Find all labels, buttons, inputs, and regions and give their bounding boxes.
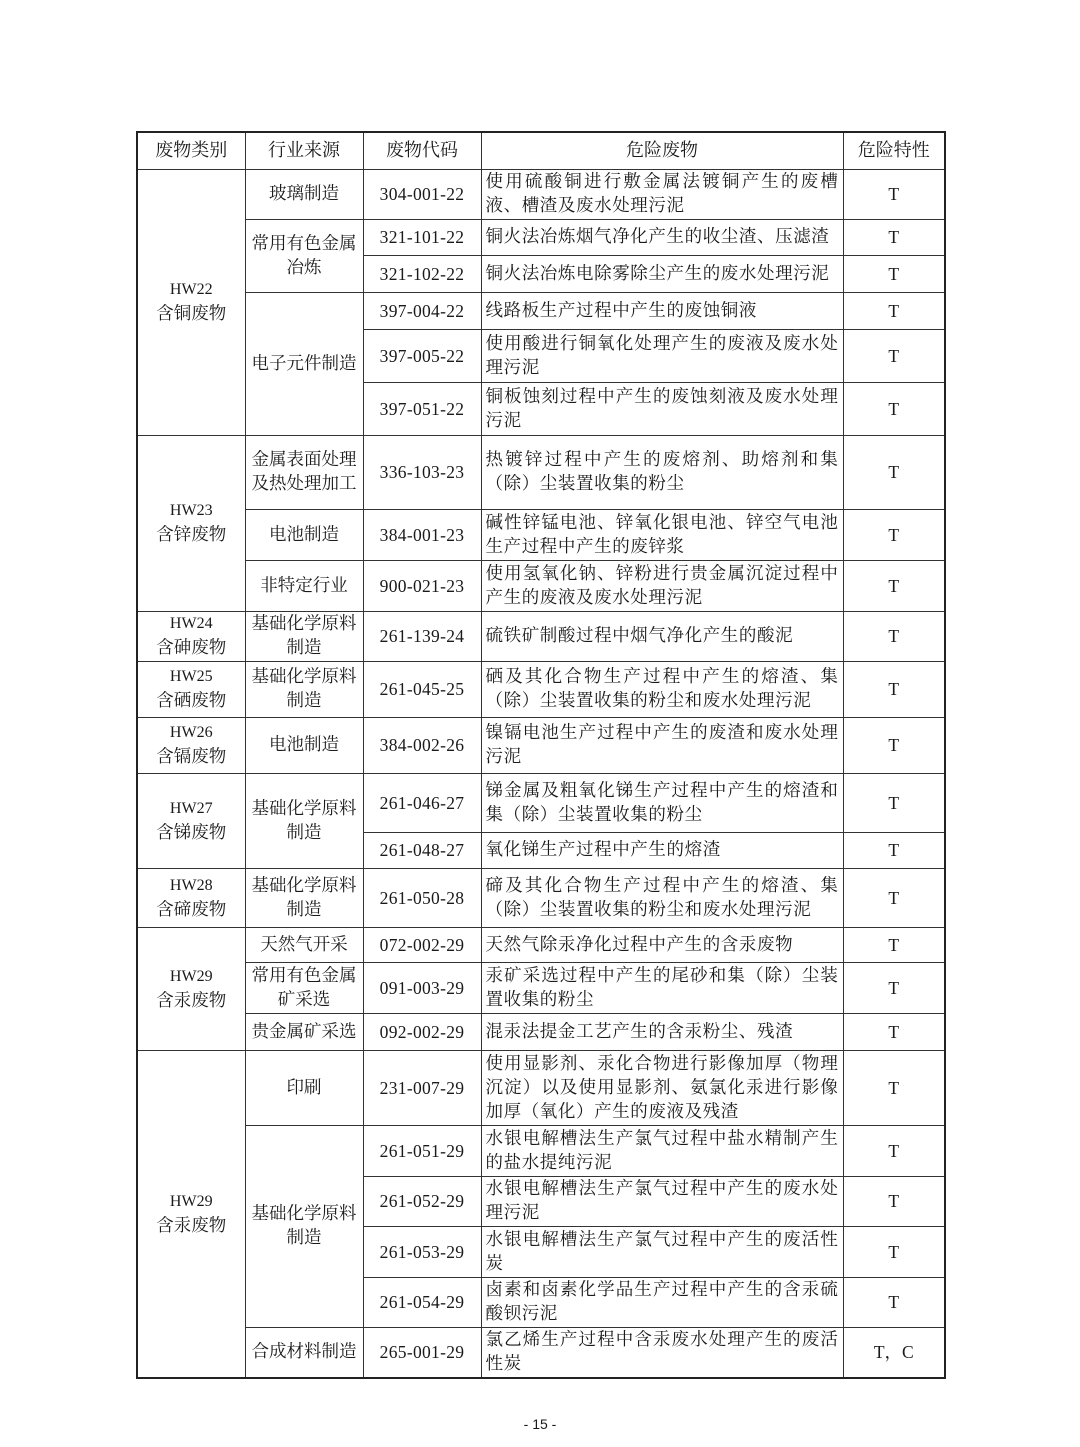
industry-source-cell: 常用有色金属矿采选 (245, 962, 363, 1013)
waste-description-cell: 汞矿采选过程中产生的尾砂和集（除）尘装置收集的粉尘 (481, 962, 843, 1013)
hazard-property-cell: T (843, 382, 945, 435)
header-industry-source: 行业来源 (245, 132, 363, 169)
industry-source-cell: 电池制造 (245, 717, 363, 773)
hazard-property-cell: T (843, 1226, 945, 1277)
category-code: HW23 (169, 502, 213, 519)
category-name: 含镉废物 (156, 747, 227, 767)
hazard-property-cell: T (843, 868, 945, 927)
table-row (137, 1050, 945, 1125)
waste-code-cell: 261-048-27 (363, 832, 481, 868)
waste-category-cell (137, 435, 245, 611)
waste-description-cell: 使用硫酸铜进行敷金属法镀铜产生的废槽液、槽渣及废水处理污泥 (481, 169, 843, 219)
waste-description-cell: 碲及其化合物生产过程中产生的熔渣、集（除）尘装置收集的粉尘和废水处理污泥 (481, 868, 843, 927)
waste-description-cell: 碱性锌锰电池、锌氧化银电池、锌空气电池生产过程中产生的废锌浆 (481, 509, 843, 560)
category-code: HW26 (169, 724, 213, 741)
category-code: HW29 (169, 967, 213, 985)
waste-category-cell (137, 717, 245, 773)
industry-source-cell: 常用有色金属冶炼 (245, 219, 363, 292)
waste-description-cell: 氯乙烯生产过程中含汞废水处理产生的废活性炭 (481, 1327, 843, 1378)
header-waste-code: 废物代码 (363, 132, 481, 169)
hazard-property-cell: T (843, 773, 945, 832)
hazard-property-cell: T (843, 832, 945, 868)
waste-description-cell: 水银电解槽法生产氯气过程中盐水精制产生的盐水提纯污泥 (481, 1125, 843, 1176)
category-code: HW25 (169, 668, 213, 685)
waste-code-cell: 092-002-29 (363, 1013, 481, 1050)
category-code: HW27 (169, 799, 213, 817)
waste-description-cell: 硒及其化合物生产过程中产生的熔渣、集（除）尘装置收集的粉尘和废水处理污泥 (481, 661, 843, 717)
hazard-property-cell: T (843, 219, 945, 255)
hazard-property-cell: T (843, 661, 945, 717)
waste-code-cell: 261-053-29 (363, 1226, 481, 1277)
waste-description-cell: 铜火法冶炼烟气净化产生的收尘渣、压滤渣 (481, 219, 843, 255)
waste-description-cell: 使用显影剂、汞化合物进行影像加厚（物理沉淀）以及使用显影剂、氨氯化汞进行影像加厚（氧化）产生的废液及残渣 (481, 1050, 843, 1125)
table-row (137, 1013, 945, 1050)
waste-description-cell: 锑金属及粗氧化锑生产过程中产生的熔渣和集（除）尘装置收集的粉尘 (481, 773, 843, 832)
industry-source-cell: 基础化学原料制造 (245, 1125, 363, 1327)
hazard-property-cell: T (843, 255, 945, 292)
waste-category-cell (137, 927, 245, 1050)
waste-code-cell: 397-051-22 (363, 382, 481, 435)
table-row (137, 717, 945, 773)
hazard-property-cell: T (843, 1277, 945, 1327)
waste-code-cell: 384-002-26 (363, 717, 481, 773)
header-waste-category: 废物类别 (137, 132, 245, 169)
waste-description-cell: 水银电解槽法生产氯气过程中产生的废水处理污泥 (481, 1176, 843, 1226)
waste-code-cell: 261-051-29 (363, 1125, 481, 1176)
waste-code-cell: 261-052-29 (363, 1176, 481, 1226)
waste-code-cell: 261-050-28 (363, 868, 481, 927)
waste-category-cell (137, 661, 245, 717)
category-code: HW29 (169, 1192, 213, 1210)
category-name: 含铜废物 (156, 304, 227, 324)
waste-description-cell: 使用酸进行铜氧化处理产生的废液及废水处理污泥 (481, 329, 843, 382)
waste-code-cell: 261-054-29 (363, 1277, 481, 1327)
industry-source-cell: 玻璃制造 (245, 169, 363, 219)
industry-source-cell: 电子元件制造 (245, 292, 363, 435)
waste-category-cell (137, 169, 245, 435)
waste-category-cell (137, 773, 245, 868)
industry-source-cell: 金属表面处理及热处理加工 (245, 435, 363, 509)
waste-code-cell: 321-101-22 (363, 219, 481, 255)
table-row (137, 1125, 945, 1176)
hazard-property-cell: T，C (843, 1327, 945, 1378)
waste-code-cell: 900-021-23 (363, 560, 481, 611)
category-name: 含硒废物 (156, 691, 227, 711)
industry-source-cell: 天然气开采 (245, 927, 363, 962)
table-row (137, 560, 945, 611)
waste-description-cell: 卤素和卤素化学品生产过程中产生的含汞硫酸钡污泥 (481, 1277, 843, 1327)
table-row (137, 169, 945, 219)
waste-code-cell: 336-103-23 (363, 435, 481, 509)
waste-description-cell: 硫铁矿制酸过程中烟气净化产生的酸泥 (481, 611, 843, 661)
waste-code-cell: 397-005-22 (363, 329, 481, 382)
waste-description-cell: 氧化锑生产过程中产生的熔渣 (481, 832, 843, 868)
waste-description-cell: 使用氢氧化钠、锌粉进行贵金属沉淀过程中产生的废液及废水处理污泥 (481, 560, 843, 611)
table-row (137, 1327, 945, 1378)
table-row (137, 292, 945, 329)
waste-category-cell (137, 868, 245, 927)
waste-description-cell: 混汞法提金工艺产生的含汞粉尘、残渣 (481, 1013, 843, 1050)
hazard-property-cell: T (843, 329, 945, 382)
waste-description-cell: 水银电解槽法生产氯气过程中产生的废活性炭 (481, 1226, 843, 1277)
waste-code-cell: 265-001-29 (363, 1327, 481, 1378)
hazard-property-cell: T (843, 509, 945, 560)
waste-code-cell: 321-102-22 (363, 255, 481, 292)
industry-source-cell: 贵金属矿采选 (245, 1013, 363, 1050)
waste-category-cell (137, 611, 245, 661)
waste-description-cell: 铜火法冶炼电除雾除尘产生的废水处理污泥 (481, 255, 843, 292)
hazard-property-cell: T (843, 1050, 945, 1125)
hazard-property-cell: T (843, 1125, 945, 1176)
table-row (137, 509, 945, 560)
waste-code-cell: 091-003-29 (363, 962, 481, 1013)
hazard-property-cell: T (843, 435, 945, 509)
industry-source-cell: 基础化学原料制造 (245, 611, 363, 661)
waste-description-cell: 线路板生产过程中产生的废蚀铜液 (481, 292, 843, 329)
category-code: HW24 (169, 615, 213, 632)
hazard-property-cell: T (843, 717, 945, 773)
industry-source-cell: 基础化学原料制造 (245, 661, 363, 717)
table-row (137, 219, 945, 255)
hazardous-waste-table (136, 131, 946, 1379)
table-row (137, 773, 945, 832)
table-row (137, 435, 945, 509)
waste-description-cell: 天然气除汞净化过程中产生的含汞废物 (481, 927, 843, 962)
waste-code-cell: 261-045-25 (363, 661, 481, 717)
table-row (137, 927, 945, 962)
waste-code-cell: 384-001-23 (363, 509, 481, 560)
waste-code-cell: 072-002-29 (363, 927, 481, 962)
category-code: HW22 (169, 281, 213, 298)
waste-description-cell: 热镀锌过程中产生的废熔剂、助熔剂和集（除）尘装置收集的粉尘 (481, 435, 843, 509)
waste-code-cell: 261-139-24 (363, 611, 481, 661)
table-row (137, 962, 945, 1013)
table-row (137, 868, 945, 927)
category-name: 含汞废物 (156, 990, 227, 1011)
industry-source-cell: 基础化学原料制造 (245, 868, 363, 927)
industry-source-cell: 印刷 (245, 1050, 363, 1125)
waste-code-cell: 231-007-29 (363, 1050, 481, 1125)
table-row (137, 661, 945, 717)
waste-description-cell: 铜板蚀刻过程中产生的废蚀刻液及废水处理污泥 (481, 382, 843, 435)
category-name: 含汞废物 (156, 1215, 227, 1236)
table-row (137, 611, 945, 661)
industry-source-cell: 非特定行业 (245, 560, 363, 611)
industry-source-cell: 基础化学原料制造 (245, 773, 363, 868)
hazard-property-cell: T (843, 611, 945, 661)
hazard-property-cell: T (843, 292, 945, 329)
waste-description-cell: 镍镉电池生产过程中产生的废渣和废水处理污泥 (481, 717, 843, 773)
header-hazardous-waste: 危险废物 (481, 132, 843, 169)
page-number: - 15 - (523, 1416, 557, 1432)
header-hazard-property: 危险特性 (843, 132, 945, 169)
hazard-property-cell: T (843, 962, 945, 1013)
industry-source-cell: 电池制造 (245, 509, 363, 560)
hazard-property-cell: T (843, 1013, 945, 1050)
hazard-property-cell: T (843, 1176, 945, 1226)
waste-category-cell (137, 1050, 245, 1378)
hazard-property-cell: T (843, 560, 945, 611)
category-name: 含锌废物 (156, 525, 227, 545)
waste-code-cell: 304-001-22 (363, 169, 481, 219)
category-name: 含锑废物 (156, 822, 227, 843)
category-code: HW28 (169, 876, 213, 894)
waste-code-cell: 397-004-22 (363, 292, 481, 329)
category-name: 含碲废物 (156, 899, 227, 920)
hazard-property-cell: T (843, 927, 945, 962)
category-name: 含砷废物 (156, 638, 227, 658)
hazard-property-cell: T (843, 169, 945, 219)
table-header-row (137, 132, 945, 169)
industry-source-cell: 合成材料制造 (245, 1327, 363, 1378)
waste-code-cell: 261-046-27 (363, 773, 481, 832)
